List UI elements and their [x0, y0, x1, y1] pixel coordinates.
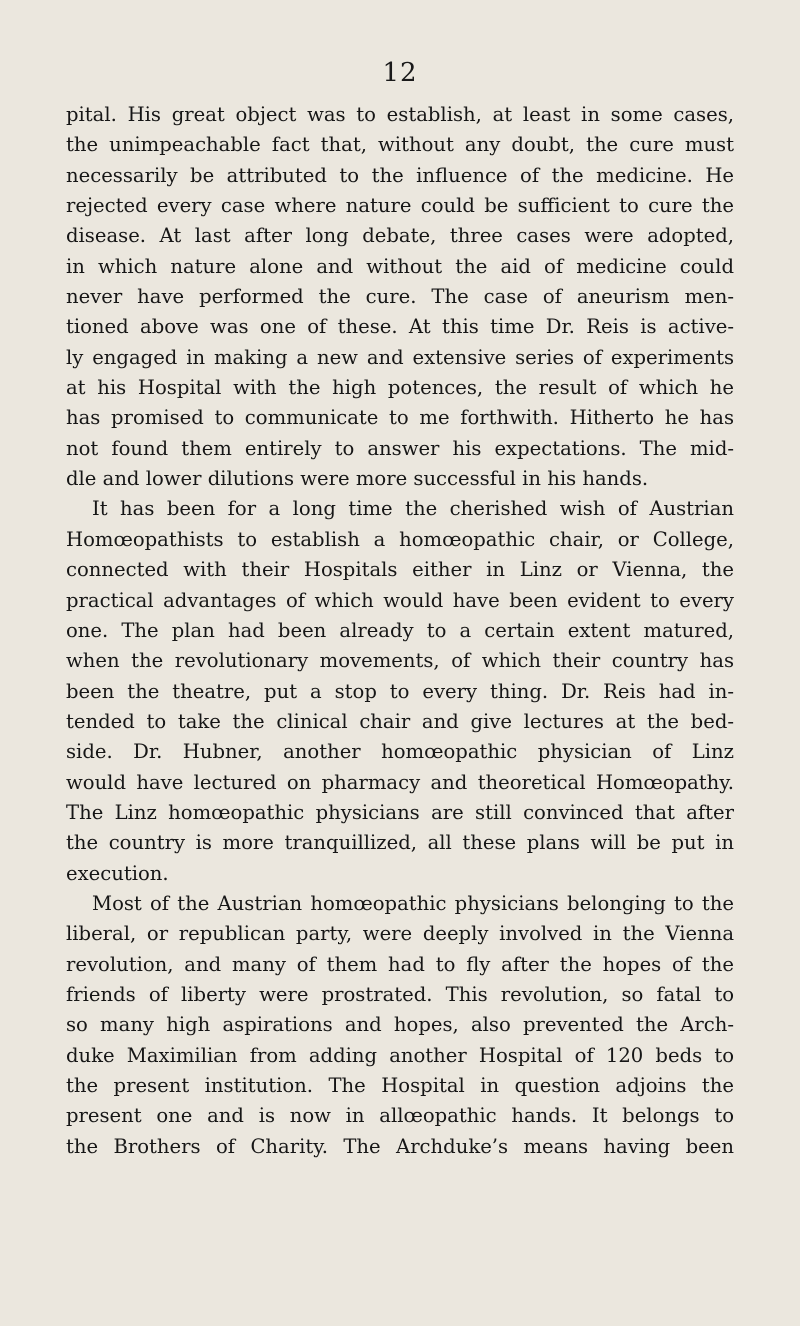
text-line: when the revolutionary movements, of which their country has — [66, 649, 734, 673]
text-line: ly engaged in making a new and extensive series of experiments — [66, 345, 734, 369]
text-line: the Brothers of Charity. The Archduke’s means having been — [66, 1134, 734, 1158]
text-line: revolution, and many of them had to fly after the hopes of the — [66, 952, 734, 976]
text-line: side. Dr. Hubner, another homœopathic physician of Linz — [66, 740, 734, 764]
text-line: Most of the Austrian homœopathic physicians belonging to the — [92, 891, 734, 915]
text-line: been the theatre, put a stop to every thing. Dr. Reis had in- — [66, 679, 734, 703]
text-line: would have lectured on pharmacy and theoretical Homœopathy. — [66, 770, 734, 794]
text-line: so many high aspirations and hopes, also prevented the Arch- — [66, 1013, 734, 1037]
text-line: has promised to communicate to me forthwith. Hitherto he has — [66, 406, 734, 430]
text-line: friends of liberty were prostrated. This revolution, so fatal to — [66, 982, 734, 1006]
body-text — [66, 100, 734, 1162]
text-line: execution. — [66, 861, 169, 885]
text-line: the country is more tranquillized, all these plans will be put in — [66, 831, 734, 855]
text-line: one. The plan had been already to a certain extent matured, — [66, 618, 734, 642]
text-line: practical advantages of which would have been evident to every — [66, 588, 734, 612]
text-line: tended to take the clinical chair and give lectures at the bed- — [66, 709, 734, 733]
text-line: the unimpeachable fact that, without any doubt, the cure must — [66, 133, 734, 157]
text-line: in which nature alone and without the aid of medicine could — [66, 254, 734, 278]
text-line: It has been for a long time the cherished wish of Austrian — [92, 497, 734, 521]
text-line: not found them entirely to answer his expectations. The mid- — [66, 436, 734, 460]
text-line: pital. His great object was to establish, at least in some cases, — [66, 103, 734, 126]
text-line: necessarily be attributed to the influence of the medicine. He — [66, 163, 734, 187]
text-line: connected with their Hospitals either in Linz or Vienna, the — [66, 558, 734, 582]
text-line: rejected every case where nature could be sufficient to cure the — [66, 194, 734, 218]
text-line: Homœopathists to establish a homœopathic chair, or College, — [66, 527, 734, 551]
text-line: present one and is now in allœopathic hands. It belongs to — [66, 1104, 734, 1128]
text-line: never have performed the cure. The case of aneurism men- — [66, 285, 734, 309]
text-line: dle and lower dilutions were more successful in his hands. — [66, 467, 649, 491]
text-line: duke Maximilian from adding another Hospital of 120 beds to — [66, 1043, 734, 1067]
text-line: liberal, or republican party, were deeply involved in the Vienna — [66, 922, 734, 946]
text-line: tioned above was one of these. At this time Dr. Reis is active- — [66, 315, 734, 339]
text-line: at his Hospital with the high potences, the result of which he — [66, 376, 734, 400]
page-number: 12 — [382, 58, 418, 88]
text-line: The Linz homœopathic physicians are still convinced that after — [66, 800, 734, 824]
text-line: disease. At last after long debate, three cases were adopted, — [66, 224, 734, 248]
text-line: the present institution. The Hospital in question adjoins the — [66, 1074, 734, 1097]
